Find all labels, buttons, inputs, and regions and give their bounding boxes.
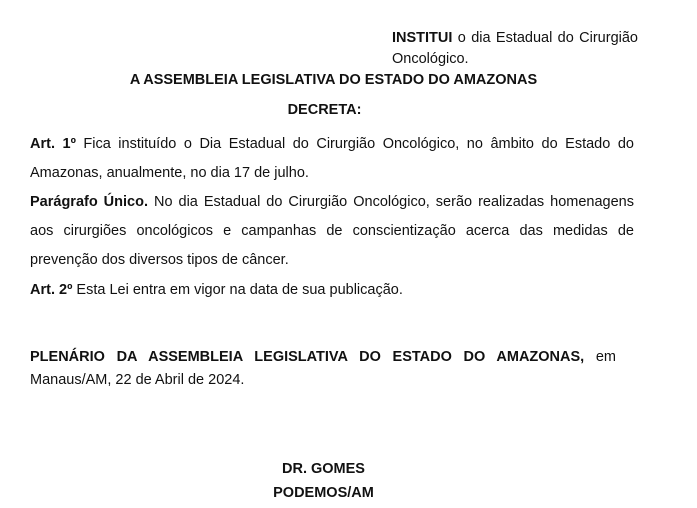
plenario-bold: PLENÁRIO DA ASSEMBLEIA LEGISLATIVA DO ESTADO DO AMAZONAS, <box>30 349 585 365</box>
plenario-date: Manaus/AM, 22 de Abril de 2024. <box>30 372 245 388</box>
ementa <box>392 28 638 70</box>
signature-party: PODEMOS/AM <box>273 485 374 501</box>
paragrafo-unico-text: No dia Estadual do Cirurgião Oncológico, serão realizadas homenagens aos cirurgiões oncológicos e campanhas de conscientização acerca das medidas de prevenção dos diversos tipos de câncer. <box>30 194 634 268</box>
article-2-text: Esta Lei entra em vigor na data de sua publicação. <box>72 282 403 298</box>
plenario-line-1 <box>30 346 616 369</box>
article-1-text: Fica instituído o Dia Estadual do Cirurgião Oncológico, no âmbito do Estado do Amazonas, anualmente, no dia 17 de julho. <box>30 136 634 181</box>
ementa-keyword: INSTITUI <box>392 30 453 46</box>
paragrafo-unico <box>30 188 634 275</box>
article-1 <box>30 130 634 188</box>
signature-name: DR. GOMES <box>282 461 365 477</box>
paragrafo-unico-label: Parágrafo Único. <box>30 194 148 210</box>
article-2-label: Art. 2º <box>30 282 73 298</box>
ementa-text: o dia Estadual do Cirurgião Oncológico. <box>392 30 638 67</box>
decreta-heading: DECRETA: <box>287 102 362 118</box>
plenario-em: em <box>584 349 617 365</box>
article-2 <box>30 276 634 305</box>
article-1-label: Art. 1º <box>30 136 76 152</box>
assembly-heading: A ASSEMBLEIA LEGISLATIVA DO ESTADO DO AMAZONAS <box>129 72 538 88</box>
